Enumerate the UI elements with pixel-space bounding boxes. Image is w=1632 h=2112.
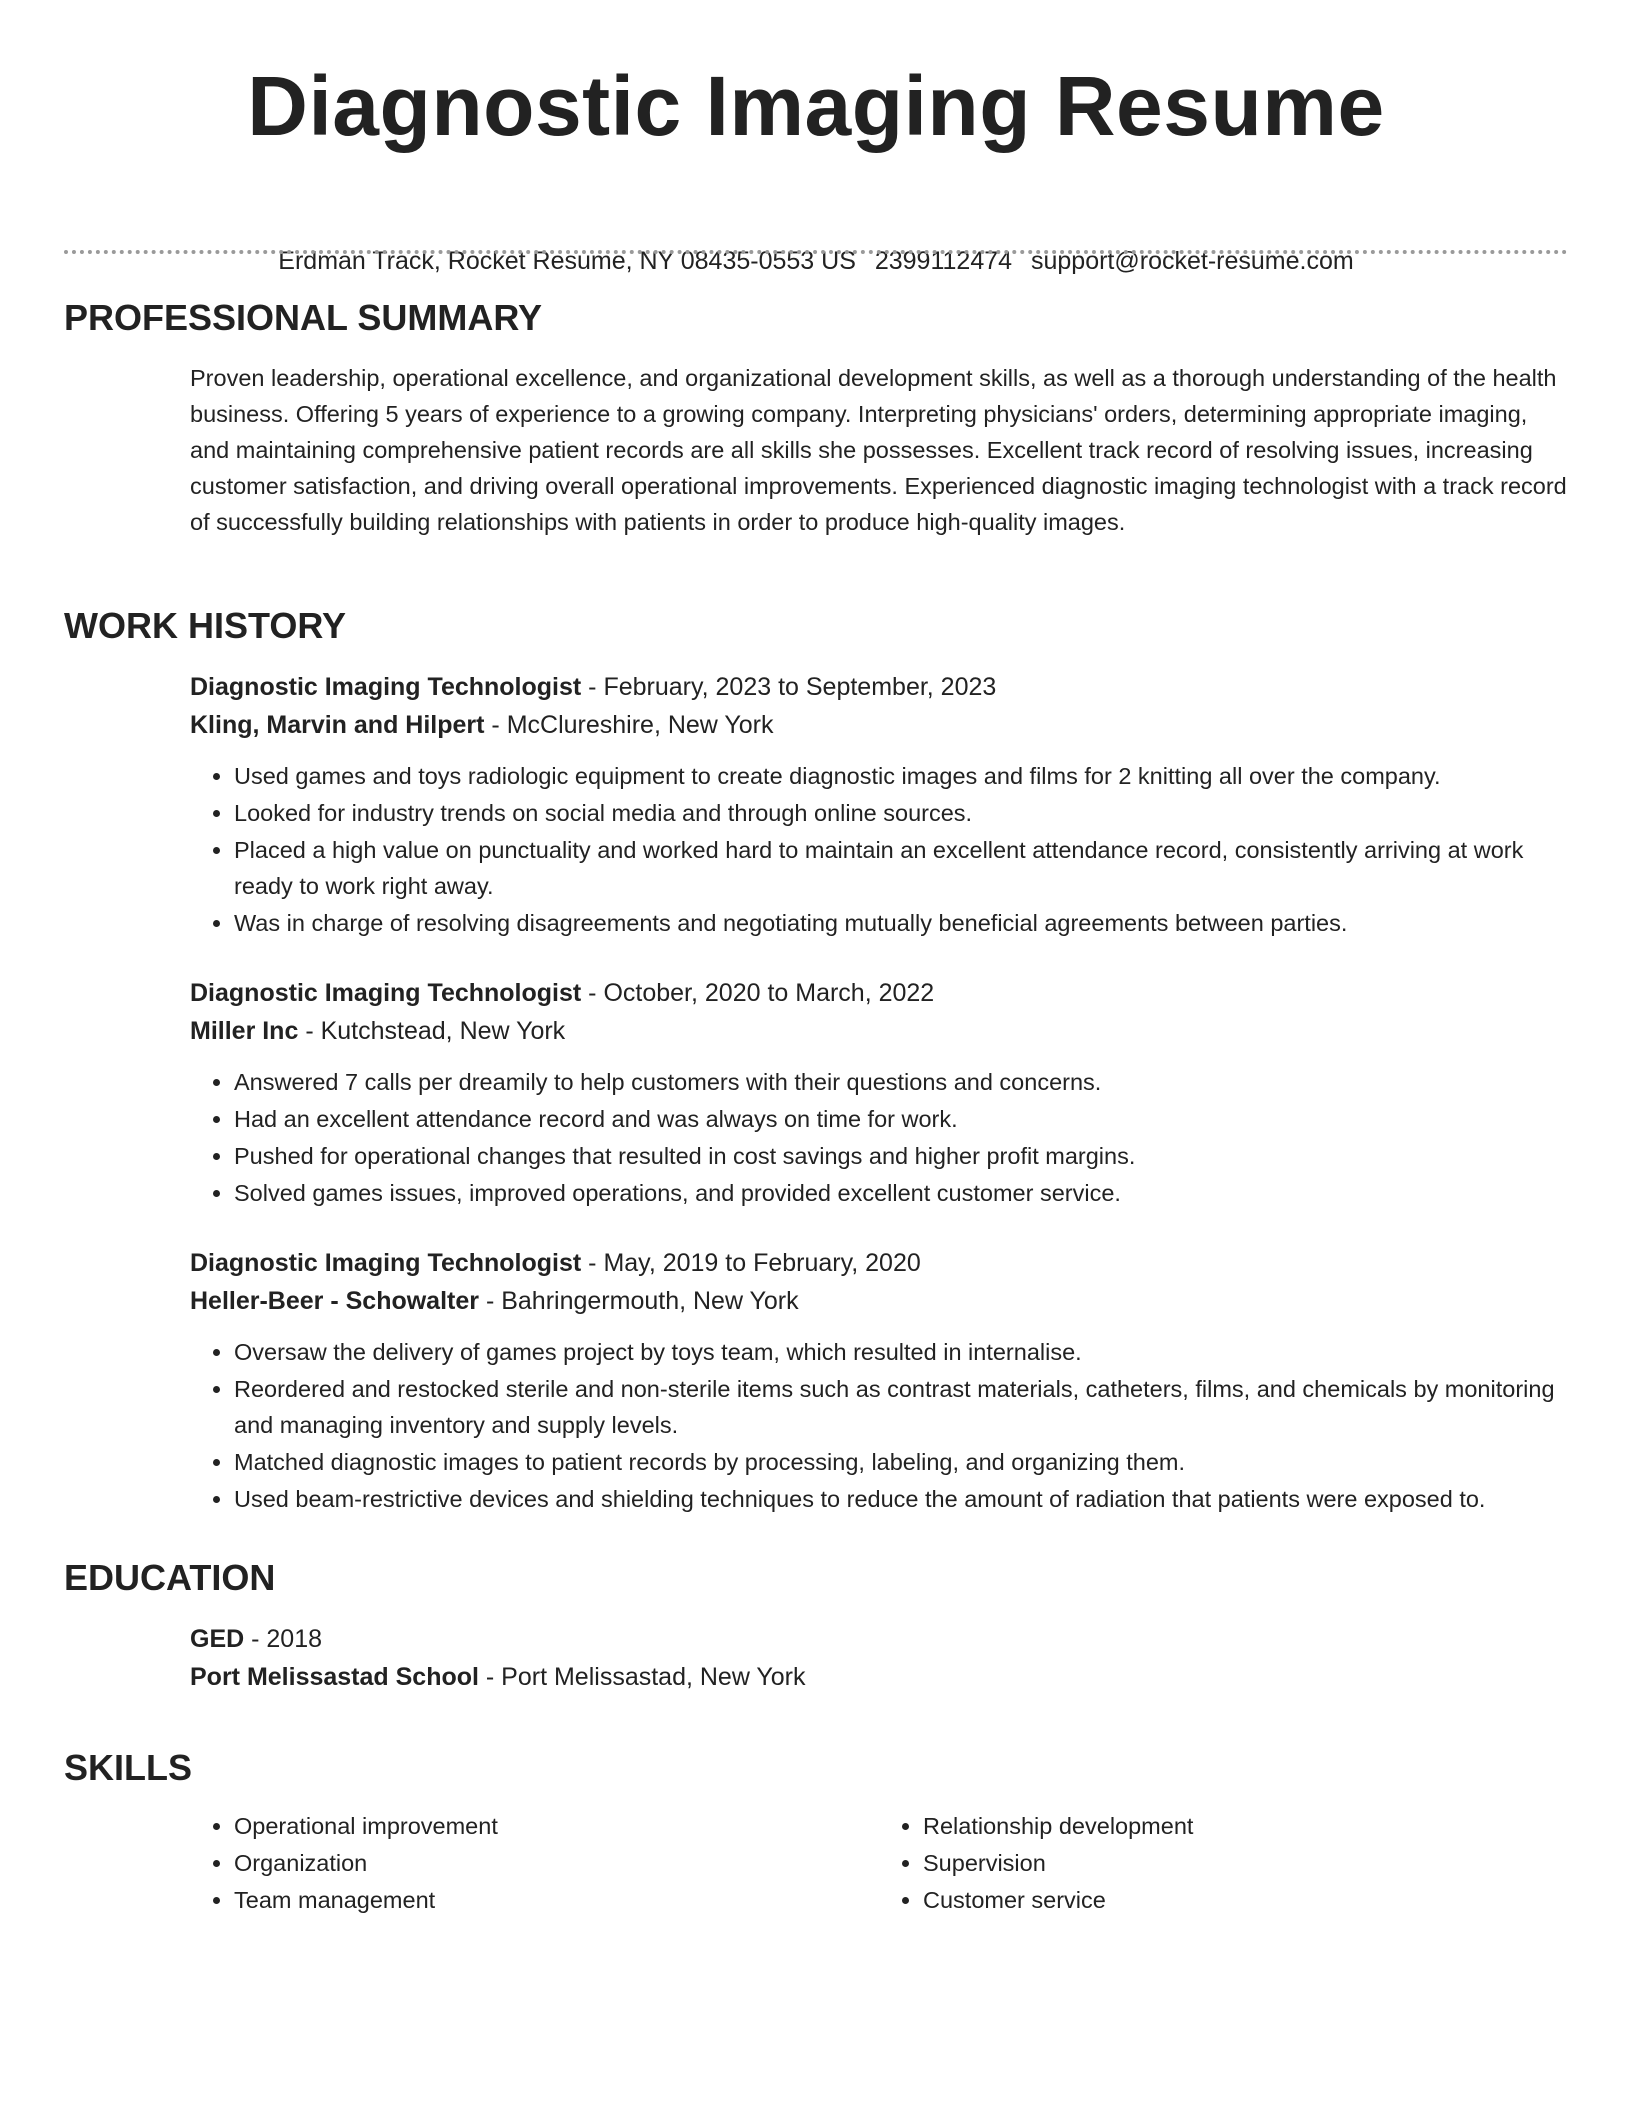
job-title: Diagnostic Imaging Technologist bbox=[190, 673, 582, 701]
job-2 bbox=[190, 974, 1568, 1212]
job-bullets bbox=[190, 1334, 1568, 1517]
list-item: • Organization bbox=[234, 1845, 879, 1881]
list-item: • Pushed for operational changes that resulted in cost savings and higher profit margins. bbox=[234, 1138, 1568, 1174]
list-item: • Customer service bbox=[923, 1882, 1568, 1918]
list-item: • Was in charge of resolving disagreements and negotiating mutually beneficial agreements between parties. bbox=[234, 905, 1568, 941]
list-item: • Had an excellent attendance record and was always on time for work. bbox=[234, 1101, 1568, 1137]
list-item: • Oversaw the delivery of games project by toys team, which resulted in internalise. bbox=[234, 1334, 1568, 1370]
education-school-line bbox=[190, 1658, 1568, 1696]
education-location: - Port Melissastad, New York bbox=[478, 1663, 806, 1691]
job-company-line bbox=[190, 1012, 1568, 1050]
summary-section bbox=[64, 296, 1568, 535]
education-year: - 2018 bbox=[244, 1625, 323, 1653]
education-degree: GED bbox=[190, 1625, 245, 1653]
job-location: - Bahringermouth, New York bbox=[479, 1287, 799, 1315]
job-3 bbox=[190, 1244, 1568, 1518]
job-1 bbox=[190, 668, 1568, 942]
list-item: • Team management bbox=[234, 1882, 879, 1918]
resume-title: Diagnostic Imaging Resume bbox=[247, 59, 1385, 153]
list-item: • Used games and toys radiologic equipment to create diagnostic images and films for 2 knitting all over the company. bbox=[234, 758, 1568, 794]
summary-body bbox=[190, 360, 1568, 540]
summary-text: Proven leadership, operational excellence, and organizational development skills, as well as a thorough understanding of the health business. Offering 5 years of experience to a growing company. Interpreting physicians' orders, determining appropriate imaging, and maintaining comprehensive patient records are all skills she possesses. Excellent track record of resolving issues, increasing customer satisfaction, and driving overall operational improvements. Experienced diagnostic imaging technologist with a track record of successfully building relationships with patients in order to produce high-quality images. bbox=[190, 365, 1567, 535]
job-company-line bbox=[190, 1282, 1568, 1320]
education-degree-line bbox=[190, 1620, 1568, 1658]
job-location: - Kutchstead, New York bbox=[298, 1017, 566, 1045]
list-item: • Used beam-restrictive devices and shielding techniques to reduce the amount of radiation that patients were exposed to. bbox=[234, 1481, 1568, 1517]
education-entry bbox=[190, 1620, 1568, 1696]
resume-page bbox=[64, 0, 1568, 1913]
list-item: • Solved games issues, improved operations, and provided excellent customer service. bbox=[234, 1175, 1568, 1211]
education-heading: EDUCATION bbox=[64, 1557, 276, 1598]
skills-list-right bbox=[879, 1808, 1568, 1919]
job-bullets bbox=[190, 758, 1568, 941]
skills-section bbox=[64, 1746, 1568, 1913]
list-item: • Operational improvement bbox=[234, 1808, 879, 1844]
job-bullets bbox=[190, 1064, 1568, 1211]
job-company: Miller Inc bbox=[190, 1017, 299, 1045]
job-dates: - May, 2019 to February, 2020 bbox=[581, 1249, 921, 1277]
education-school: Port Melissastad School bbox=[190, 1663, 479, 1691]
contact-email: support@rocket-resume.com bbox=[1030, 247, 1354, 275]
job-location: - McClureshire, New York bbox=[484, 711, 774, 739]
job-title: Diagnostic Imaging Technologist bbox=[190, 1249, 582, 1277]
job-title-line bbox=[190, 974, 1568, 1012]
skills-columns bbox=[190, 1808, 1568, 1919]
job-title: Diagnostic Imaging Technologist bbox=[190, 979, 582, 1007]
contact-address: Erdman Track, Rocket Resume, NY 08435-0553 US bbox=[278, 247, 856, 275]
job-company-line bbox=[190, 706, 1568, 744]
list-item: • Looked for industry trends on social media and through online sources. bbox=[234, 795, 1568, 831]
list-item: • Placed a high value on punctuality and worked hard to maintain an excellent attendance record, consistently arriving at work ready to work right away. bbox=[234, 832, 1568, 904]
job-company: Heller-Beer - Schowalter bbox=[190, 1287, 479, 1315]
list-item: • Reordered and restocked sterile and non-sterile items such as contrast materials, catheters, films, and chemicals by monitoring and managing inventory and supply levels. bbox=[234, 1371, 1568, 1443]
header-divider bbox=[64, 250, 1568, 254]
contact-phone: 2399112474 bbox=[874, 247, 1013, 275]
summary-heading: PROFESSIONAL SUMMARY bbox=[64, 297, 543, 338]
job-title-line bbox=[190, 1244, 1568, 1282]
job-dates: - February, 2023 to September, 2023 bbox=[581, 673, 997, 701]
education-section bbox=[64, 1556, 1568, 1691]
skills-list-left bbox=[190, 1808, 879, 1919]
work-section bbox=[64, 604, 1568, 1512]
list-item: • Supervision bbox=[923, 1845, 1568, 1881]
list-item: • Relationship development bbox=[923, 1808, 1568, 1844]
job-title-line bbox=[190, 668, 1568, 706]
job-dates: - October, 2020 to March, 2022 bbox=[581, 979, 935, 1007]
skills-heading: SKILLS bbox=[64, 1747, 193, 1788]
work-heading: WORK HISTORY bbox=[64, 605, 347, 646]
job-company: Kling, Marvin and Hilpert bbox=[190, 711, 485, 739]
list-item: • Matched diagnostic images to patient records by processing, labeling, and organizing them. bbox=[234, 1444, 1568, 1480]
list-item: • Answered 7 calls per dreamily to help customers with their questions and concerns. bbox=[234, 1064, 1568, 1100]
